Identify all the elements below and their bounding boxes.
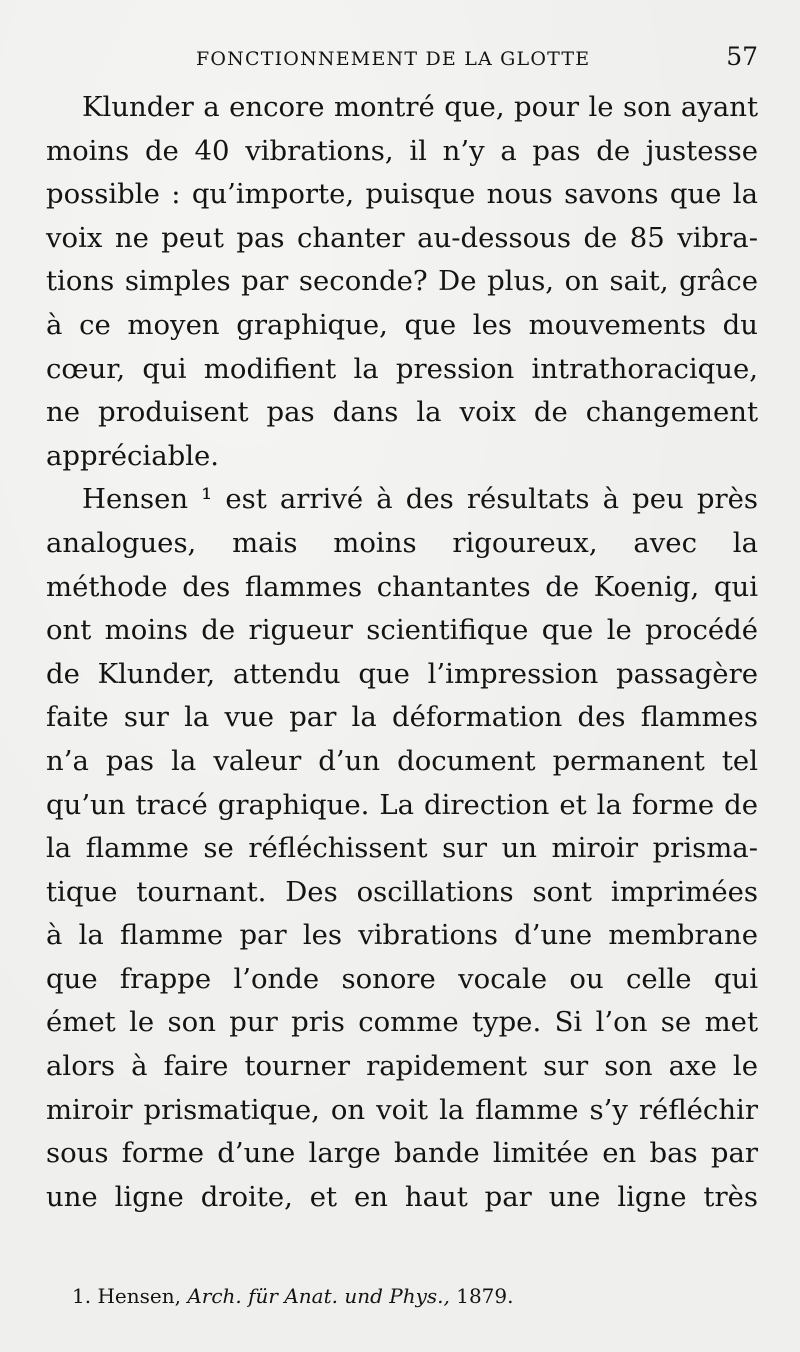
text-line: une ligne droite, et en haut par une ligne très [46,1180,758,1213]
text-line: possible : qu’importe, puisque nous savons que la [46,178,758,211]
text-line: émet le son pur pris comme type. Si l’on se met [46,1006,758,1039]
text-line: méthode des flammes chantantes de Koenig, qui [46,570,758,603]
text-line: qu’un tracé graphique. La direction et la forme de [46,788,758,821]
running-head [46,42,758,76]
text-line: faite sur la vue par la déformation des flammes [46,701,758,734]
text-line: tique tournant. Des oscillations sont imprimées [46,875,758,908]
page-number: 57 [726,42,758,71]
text-line: moins de 40 vibrations, il n’y a pas de justesse [46,134,758,167]
footnote-number: 1. [72,1284,92,1308]
text-line: alors à faire tourner rapidement sur son axe le [46,1050,758,1083]
body-text [46,86,758,1219]
text-line: miroir prismatique, on voit la flamme s’y réfléchir [46,1093,758,1126]
text-line: la flamme se réfléchissent sur un miroir prisma- [46,832,758,865]
footnote-author: Hensen, [97,1284,181,1308]
text-line: analogues, mais moins rigoureux, avec la [46,526,758,559]
text-line: appréciable. [46,439,220,472]
text-line: sous forme d’une large bande limitée en bas par [46,1137,758,1170]
text-line: n’a pas la valeur d’un document permanent tel [46,744,758,777]
text-line: tions simples par seconde? De plus, on sait, grâce [46,265,758,298]
text-line: cœur, qui modifient la pression intrathoracique, [46,352,758,385]
footnote [72,1284,513,1308]
text-line: ont moins de rigueur scientifique que le procédé [46,614,758,647]
footnote-year: 1879. [456,1284,514,1308]
text-line: que frappe l’onde sonore vocale ou celle qui [46,962,758,995]
text-line: Klunder a encore montré que, pour le son ayant [82,91,758,123]
running-title: FONCTIONNEMENT DE LA GLOTTE [196,48,591,70]
footnote-journal: Arch. für Anat. und Phys., [187,1284,450,1308]
text-line: Hensen ¹ est arrivé à des résultats à peu près [82,483,758,516]
text-line: à ce moyen graphique, que les mouvements du [46,308,758,341]
text-line: de Klunder, attendu que l’impression passagère [46,657,758,690]
text-line: voix ne peut pas chanter au-dessous de 85 vibra- [46,221,758,254]
text-line: ne produisent pas dans la voix de changement [46,396,758,429]
text-line: à la flamme par les vibrations d’une membrane [46,919,758,952]
